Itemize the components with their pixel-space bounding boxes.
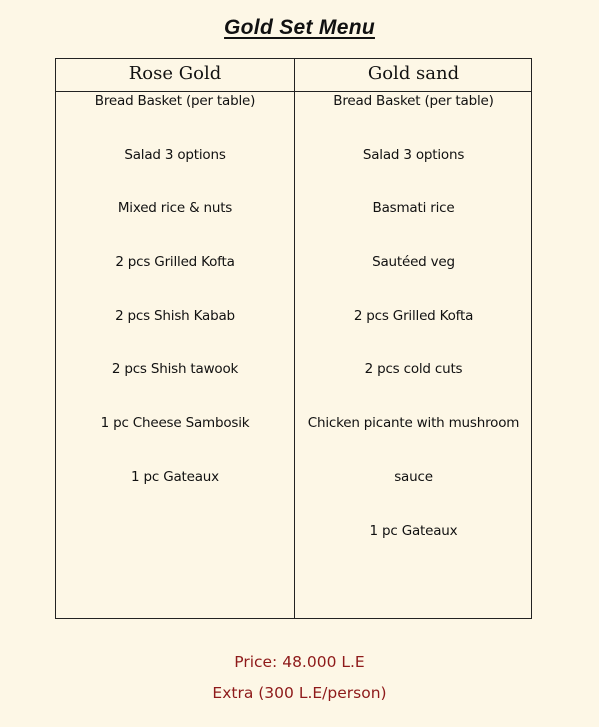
menu-item: Bread Basket (per table) (333, 93, 494, 109)
menu-item: 2 pcs Grilled Kofta (353, 307, 474, 324)
menu-item: 1 pc Gateaux (131, 468, 219, 485)
menu-table (55, 58, 532, 619)
menu-item: 2 pcs Grilled Kofta (115, 254, 235, 271)
column-header-gold-sand: Gold sand (367, 63, 460, 84)
menu-title (0, 16, 599, 40)
menu-item: 1 pc Cheese Sambosik (100, 415, 250, 432)
menu-item: 2 pcs Shish Kabab (115, 307, 235, 324)
gold-sand-items-list (295, 92, 532, 575)
menu-item: 2 pcs cold cuts (364, 361, 463, 378)
menu-item: sauce (394, 468, 433, 485)
menu-item: Mixed rice & nuts (117, 200, 233, 217)
menu-item: Sautéed veg (372, 254, 455, 271)
menu-item: 1 pc Gateaux (369, 522, 458, 539)
menu-title-text: Gold Set Menu (224, 16, 375, 39)
rose-gold-items-list (56, 92, 294, 522)
menu-item: 2 pcs Shish tawook (111, 361, 239, 378)
menu-item: Bread Basket (per table) (94, 93, 256, 109)
column-header-rose-gold: Rose Gold (128, 63, 222, 84)
menu-item: Salad 3 options (124, 146, 226, 163)
price-text: Price: 48.000 L.E (234, 653, 365, 671)
menu-item: Salad 3 options (362, 146, 465, 163)
extra-price-text: Extra (300 L.E/person) (212, 684, 387, 702)
menu-item: Chicken picante with mushroom (307, 415, 520, 432)
menu-item: Basmati rice (372, 200, 455, 217)
